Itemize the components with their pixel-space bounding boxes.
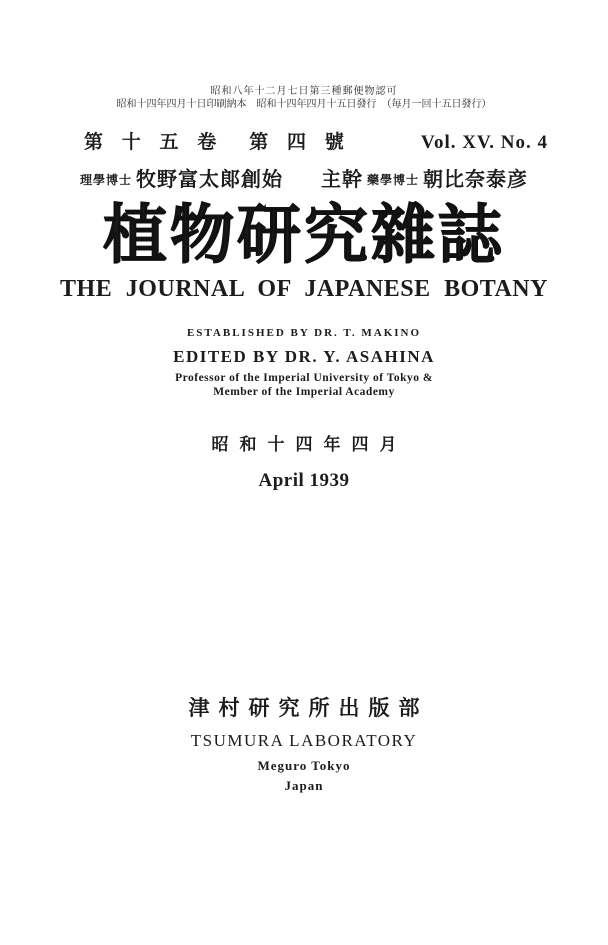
postal-permit-line: 昭和八年十二月七日第三種郵便物認可: [210, 86, 398, 97]
print-issue-date-line: 昭和十四年四月十日印刷納本 昭和十四年四月十五日發行 （毎月一回十五日發行）: [116, 99, 492, 110]
journal-title-english: THE JOURNAL OF JAPANESE BOTANY: [60, 276, 548, 302]
volume-row: [0, 112, 608, 154]
edited-by-line: EDITED BY DR. Y. ASAHINA: [173, 347, 435, 366]
journal-title-japanese: 植物研究雜誌: [103, 200, 505, 271]
volume-number-japanese: 第 十 五 卷 第 四 號: [84, 132, 351, 153]
publisher-country: Japan: [284, 778, 324, 793]
editor-name: 朝比奈泰彦: [423, 169, 529, 191]
editor-role: 主幹: [321, 169, 363, 191]
issue-date-japanese: 昭和十四年四月: [211, 435, 408, 454]
affiliation-line-2: Member of the Imperial Academy: [213, 385, 395, 398]
founder-degree: 理學博士: [79, 173, 132, 187]
established-by-line: ESTABLISHED BY DR. T. MAKINO: [186, 327, 422, 339]
publisher-name-japanese: 津村研究所出版部: [188, 696, 429, 720]
publisher-block: [0, 692, 608, 794]
editors-row: [0, 163, 608, 192]
affiliation-line-1: Professor of the Imperial University of Tokyo &: [175, 372, 433, 384]
issue-date-english: April 1939: [258, 470, 350, 491]
volume-number-english: Vol. XV. No. 4: [421, 132, 548, 153]
editor-degree: 藥學博士: [367, 173, 420, 187]
founder-name: 牧野富太郞創始: [136, 169, 283, 191]
publisher-name-english: TSUMURA LABORATORY: [190, 731, 418, 750]
publisher-city: Meguro Tokyo: [257, 758, 351, 773]
editor-affiliation: [0, 372, 608, 399]
postal-notice: [0, 0, 608, 112]
